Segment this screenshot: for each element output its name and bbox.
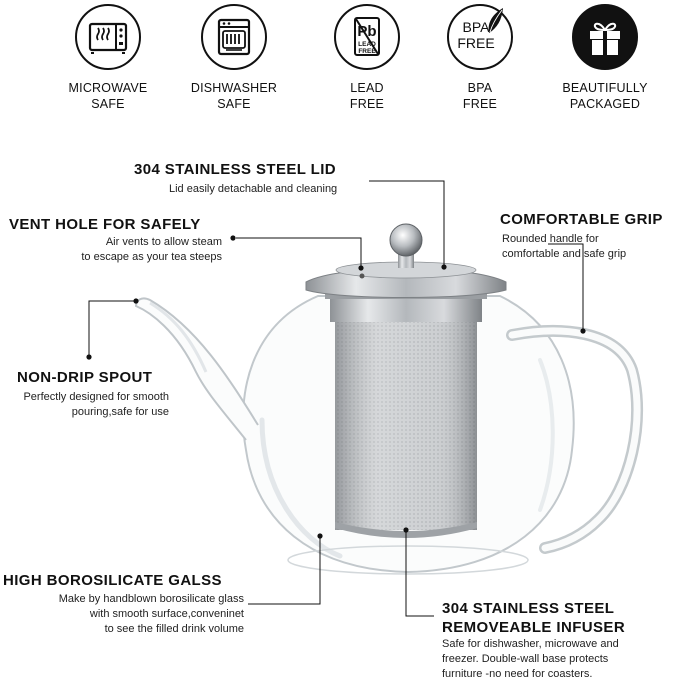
feature-label: MICROWAVE SAFE [68, 81, 148, 111]
grip-callout-title: COMFORTABLE GRIP [500, 211, 663, 228]
infuser-callout-desc: Safe for dishwasher, microwave and freezer. Double-wall base protects furniture -no need for coasters. [442, 638, 619, 680]
glass-callout-title: HIGH BOROSILICATE GALSS [3, 572, 222, 589]
lead-free-badge-text: LEAD FREE [358, 41, 376, 55]
feature-label: DISHWASHER SAFE [190, 81, 278, 111]
spout-callout-title: NON-DRIP SPOUT [17, 369, 153, 386]
vent-callout-title: VENT HOLE FOR SAFELY [9, 216, 201, 233]
feature-label: BEAUTIFULLY PACKAGED [562, 81, 648, 111]
bpa-badge-text: BPA FREE [457, 19, 495, 51]
spout-callout-desc: Perfectly designed for smooth pouring,safe for use [23, 391, 169, 418]
steel-infuser [325, 293, 487, 538]
vent-callout-desc: Air vents to allow steam to escape as your tea steeps [81, 236, 222, 263]
lid-callout-desc: Lid easily detachable and cleaning [169, 183, 338, 195]
glass-callout-desc: Make by handblown borosilicate glass with smooth surface,conveninet to see the filled drink volume [58, 593, 244, 635]
feature-label: LEAD FREE [349, 81, 385, 111]
feature-label: BPA FREE [462, 81, 498, 111]
svg-text:Pb: Pb [357, 23, 377, 40]
steel-lid [306, 224, 506, 298]
grip-callout-desc: Rounded handle for comfortable and safe grip [502, 233, 627, 260]
infuser-callout-title: 304 STAINLESS STEEL REMOVEABLE INFUSER [442, 600, 626, 636]
lid-callout-title: 304 STAINLESS STEEL LID [134, 161, 337, 178]
